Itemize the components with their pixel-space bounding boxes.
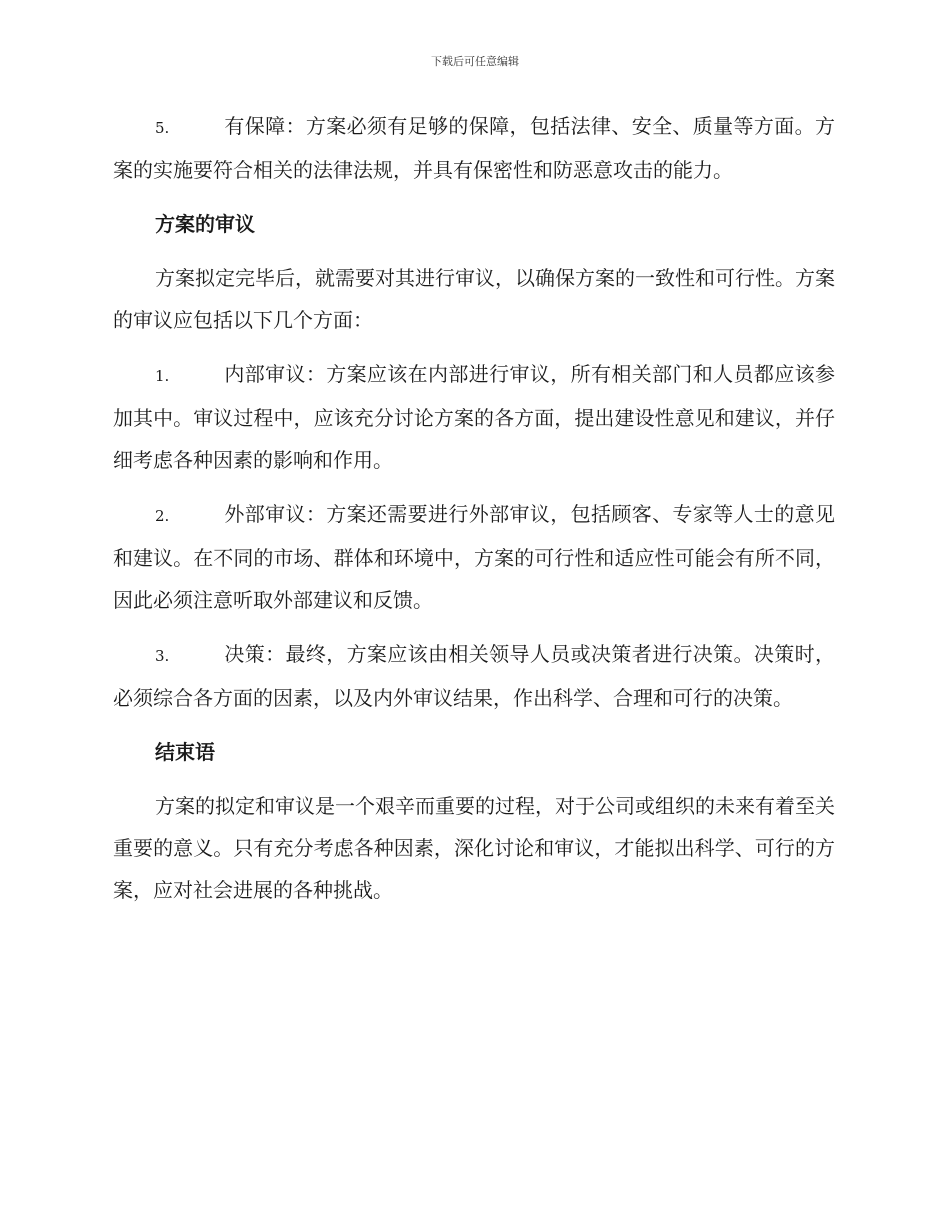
page-header: 下载后可任意编辑 bbox=[431, 55, 519, 68]
document-body bbox=[113, 105, 835, 923]
list-item-guarantee bbox=[113, 105, 835, 191]
list-item-text: 内部审议：方案应该在内部进行审议，所有相关部门和人员都应该参加其中。审议过程中，应该充分讨论方案的各方面，提出建设性意见和建议，并仔细考虑各种因素的影响和作用。 bbox=[113, 362, 835, 472]
review-intro-paragraph: 方案拟定完毕后，就需要对其进行审议，以确保方案的一致性和可行性。方案的审议应包括以下几个方面： bbox=[113, 266, 835, 332]
list-item-text: 决策：最终，方案应该由相关领导人员或决策者进行决策。决策时，必须综合各方面的因素，以及内外审议结果，作出科学、合理和可行的决策。 bbox=[113, 642, 835, 710]
list-item-internal-review bbox=[113, 353, 835, 481]
list-item-decision bbox=[113, 633, 835, 719]
section-heading-conclusion: 结束语 bbox=[155, 740, 215, 764]
list-number: 2. bbox=[155, 507, 170, 525]
section-heading-review: 方案的审议 bbox=[155, 212, 255, 236]
list-item-text: 有保障：方案必须有足够的保障，包括法律、安全、质量等方面。方案的实施要符合相关的法律法规，并具有保密性和防恶意攻击的能力。 bbox=[113, 114, 835, 182]
list-number: 1. bbox=[155, 367, 170, 385]
list-item-external-review bbox=[113, 493, 835, 621]
list-item-text: 外部审议：方案还需要进行外部审议，包括顾客、专家等人士的意见和建议。在不同的市场、群体和环境中，方案的可行性和适应性可能会有所不同，因此必须注意听取外部建议和反馈。 bbox=[113, 502, 835, 612]
list-number: 3. bbox=[155, 647, 170, 665]
list-number: 5. bbox=[155, 119, 170, 137]
conclusion-paragraph: 方案的拟定和审议是一个艰辛而重要的过程，对于公司或组织的未来有着至关重要的意义。只有充分考虑各种因素，深化讨论和审议，才能拟出科学、可行的方案，应对社会进展的各种挑战。 bbox=[113, 794, 835, 902]
